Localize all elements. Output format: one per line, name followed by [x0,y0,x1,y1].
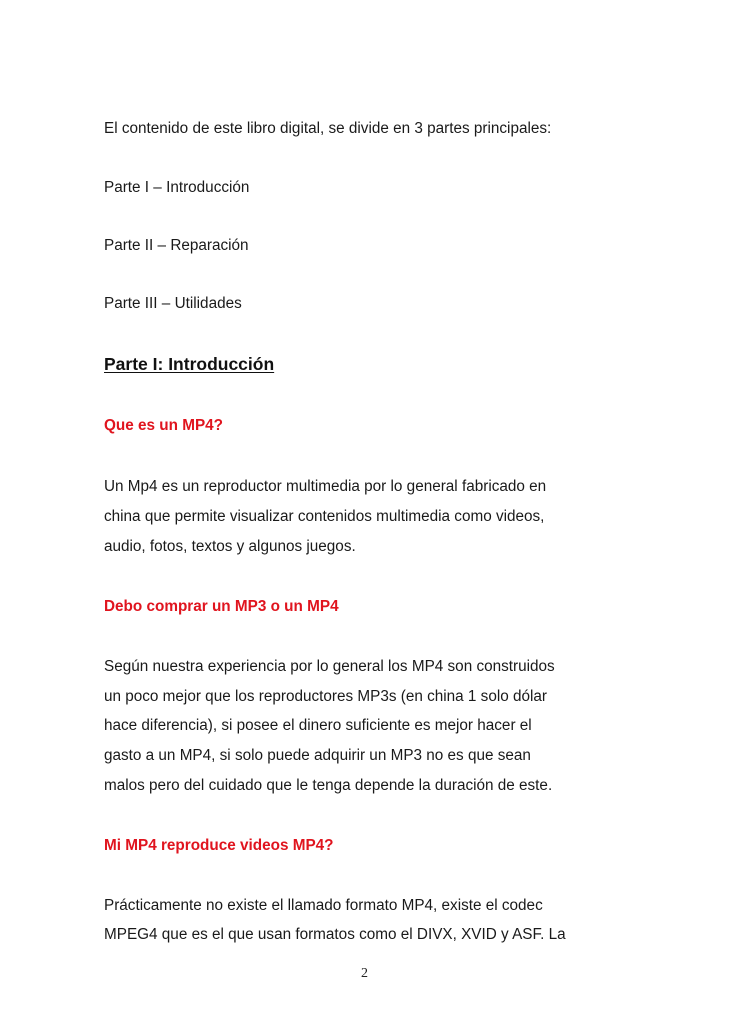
part-list-item-2: Parte II – Reparación [104,237,249,254]
intro-sentence: El contenido de este libro digital, se divide en 3 partes principales: [104,120,552,137]
paragraph-2-line-2: un poco mejor que los reproductores MP3s (en china 1 solo dólar [104,688,548,705]
paragraph-1-line-3: audio, fotos, textos y algunos juegos. [104,538,356,555]
paragraph-1-line-2: china que permite visualizar contenidos multimedia como videos, [104,508,545,525]
page-number: 2 [361,966,368,981]
paragraph-2-line-4: gasto a un MP4, si solo puede adquirir un MP3 no es que sean [104,747,531,764]
paragraph-2-line-1: Según nuestra experiencia por lo general los MP4 son construidos [104,658,555,675]
paragraph-3-line-2: MPEG4 que es el que usan formatos como el DIVX, XVID y ASF. La [104,926,566,943]
question-heading-1: Que es un MP4? [104,417,223,434]
question-heading-3: Mi MP4 reproduce videos MP4? [104,837,334,854]
part-list-item-3: Parte III – Utilidades [104,295,242,312]
paragraph-2-line-5: malos pero del cuidado que le tenga depende la duración de este. [104,777,553,794]
question-heading-2: Debo comprar un MP3 o un MP4 [104,598,339,615]
paragraph-1-line-1: Un Mp4 es un reproductor multimedia por lo general fabricado en [104,478,547,495]
part-list-item-1: Parte I – Introducción [104,179,250,196]
paragraph-2-line-3: hace diferencia), si posee el dinero suficiente es mejor hacer el [104,717,532,734]
section-title: Parte I: Introducción [104,354,275,374]
paragraph-3-line-1: Prácticamente no existe el llamado formato MP4, existe el codec [104,897,543,914]
